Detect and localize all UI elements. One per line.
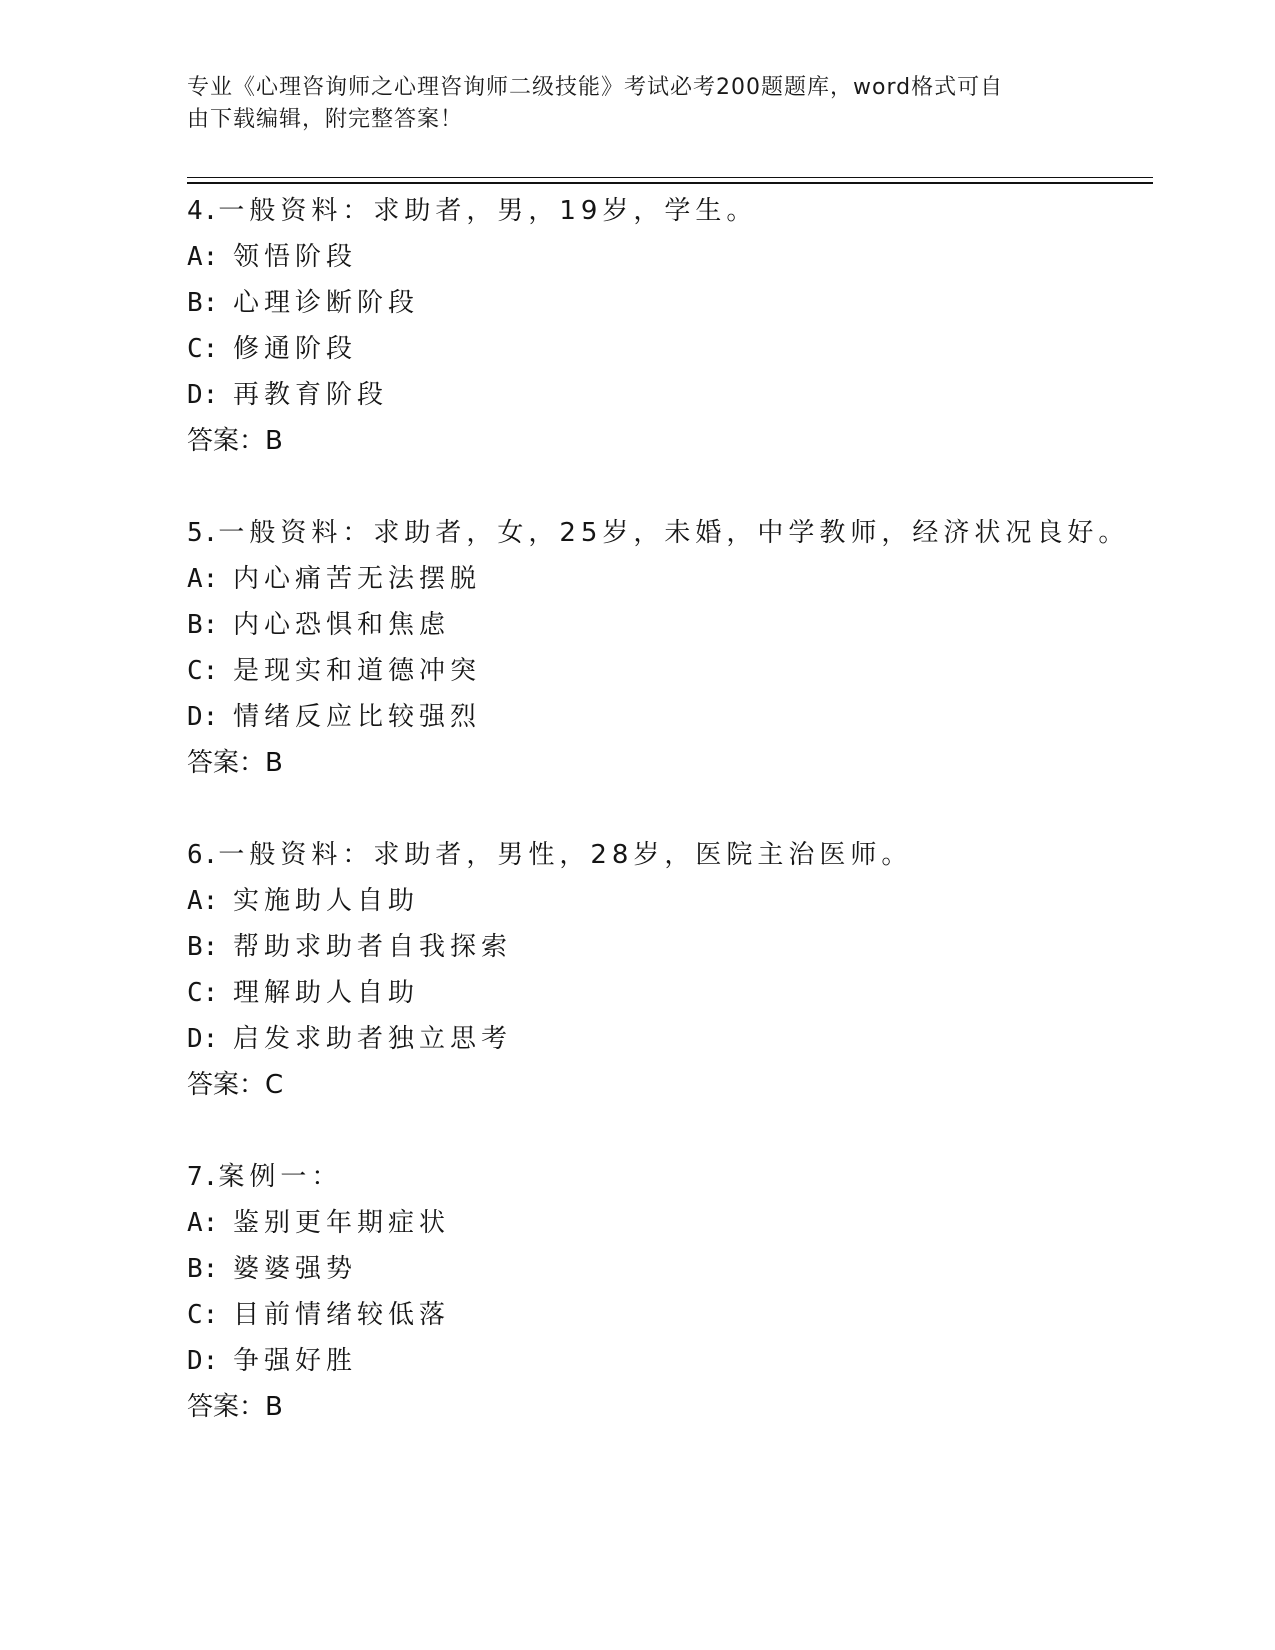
option-label: D: (187, 702, 219, 732)
option-a (187, 234, 1147, 280)
question-number: 5. (187, 518, 219, 548)
document-header (187, 72, 1087, 136)
question-list (187, 188, 1147, 1476)
option-b (187, 602, 1147, 648)
question-stem (187, 510, 1147, 556)
option-text: 内心恐惧和焦虑 (233, 610, 451, 640)
option-label: C: (187, 334, 219, 364)
option-c (187, 970, 1147, 1016)
answer-value: B (265, 748, 283, 778)
answer-label: 答案： (187, 1392, 266, 1422)
option-b (187, 280, 1147, 326)
answer-label: 答案： (187, 748, 266, 778)
option-c (187, 648, 1147, 694)
option-text: 鉴别更年期症状 (233, 1208, 451, 1238)
option-text: 婆婆强势 (233, 1254, 358, 1284)
question-text: 一般资料：求助者，女，25岁，未婚，中学教师，经济状况良好。 (218, 518, 1130, 548)
option-label: C: (187, 656, 219, 686)
header-divider-top (187, 177, 1153, 178)
answer-label: 答案： (187, 1070, 266, 1100)
option-text: 理解助人自助 (233, 978, 420, 1008)
option-text: 目前情绪较低落 (233, 1300, 451, 1330)
option-label: B: (187, 932, 219, 962)
question-text: 一般资料：求助者，男性，28岁，医院主治医师。 (218, 840, 913, 870)
answer-line (187, 740, 1147, 786)
option-label: B: (187, 610, 219, 640)
option-c (187, 326, 1147, 372)
option-text: 领悟阶段 (233, 242, 358, 272)
header-line-1: 专业《心理咨询师之心理咨询师二级技能》考试必考200题题库，word格式可自 (187, 75, 1004, 100)
answer-line (187, 1062, 1147, 1108)
option-label: D: (187, 380, 219, 410)
question-number: 7. (187, 1162, 219, 1192)
option-text: 启发求助者独立思考 (233, 1024, 513, 1054)
option-label: C: (187, 978, 219, 1008)
option-text: 帮助求助者自我探索 (233, 932, 513, 962)
option-label: A: (187, 242, 219, 272)
answer-value: B (265, 426, 283, 456)
answer-label: 答案： (187, 426, 266, 456)
option-text: 心理诊断阶段 (233, 288, 420, 318)
option-label: A: (187, 1208, 219, 1238)
option-b (187, 924, 1147, 970)
question-text: 一般资料：求助者，男，19岁，学生。 (218, 196, 758, 226)
answer-value: C (265, 1070, 284, 1100)
question-number: 4. (187, 196, 219, 226)
option-text: 实施助人自助 (233, 886, 420, 916)
option-d (187, 372, 1147, 418)
question-6 (187, 832, 1147, 1108)
option-d (187, 694, 1147, 740)
option-b (187, 1246, 1147, 1292)
question-5 (187, 510, 1147, 786)
option-d (187, 1338, 1147, 1384)
option-label: B: (187, 1254, 219, 1284)
question-4 (187, 188, 1147, 464)
header-line-2: 由下载编辑，附完整答案！ (187, 107, 464, 132)
option-c (187, 1292, 1147, 1338)
option-label: C: (187, 1300, 219, 1330)
option-label: D: (187, 1346, 219, 1376)
question-text: 案例一： (218, 1162, 343, 1192)
question-stem (187, 188, 1147, 234)
option-a (187, 878, 1147, 924)
option-label: A: (187, 886, 219, 916)
answer-line (187, 418, 1147, 464)
header-divider-bottom (187, 182, 1153, 184)
option-text: 情绪反应比较强烈 (233, 702, 482, 732)
answer-value: B (265, 1392, 283, 1422)
question-number: 6. (187, 840, 219, 870)
answer-line (187, 1384, 1147, 1430)
option-label: A: (187, 564, 219, 594)
option-text: 争强好胜 (233, 1346, 358, 1376)
question-stem (187, 832, 1147, 878)
question-7 (187, 1154, 1147, 1430)
option-text: 再教育阶段 (233, 380, 389, 410)
option-text: 修通阶段 (233, 334, 358, 364)
option-a (187, 556, 1147, 602)
option-a (187, 1200, 1147, 1246)
option-text: 内心痛苦无法摆脱 (233, 564, 482, 594)
option-d (187, 1016, 1147, 1062)
option-text: 是现实和道德冲突 (233, 656, 482, 686)
question-stem (187, 1154, 1147, 1200)
option-label: B: (187, 288, 219, 318)
option-label: D: (187, 1024, 219, 1054)
